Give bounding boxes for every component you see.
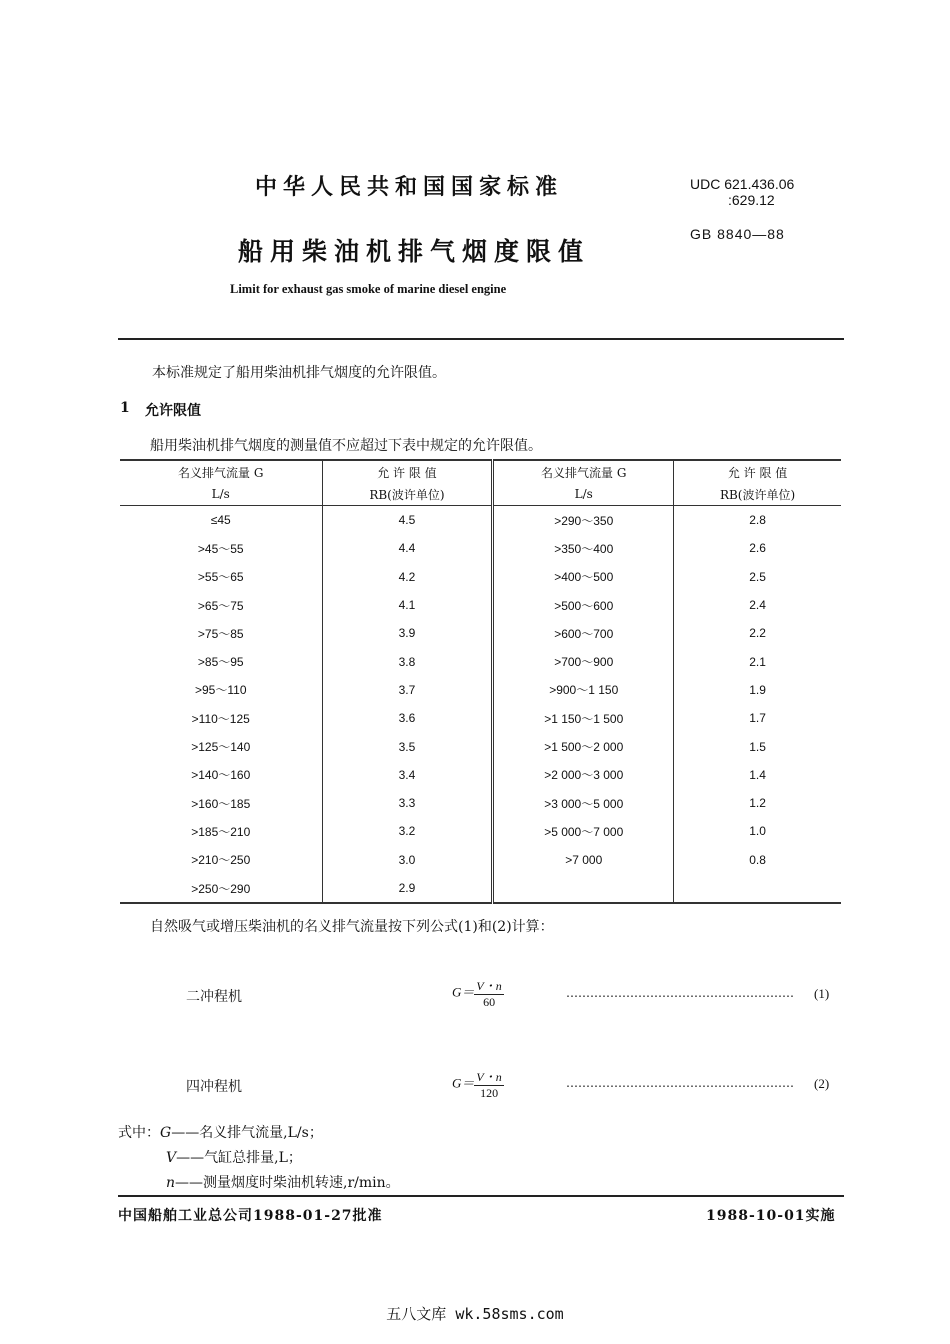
formula-denominator: 60 [483,995,496,1009]
flow-cell: >7 000 [493,846,674,874]
symbol-g-desc: ——名义排气流量,L/s； [171,1125,323,1141]
flow-cell: >250～290 [120,874,322,903]
table-row [120,506,841,535]
symbol-g: G [160,1125,172,1141]
limit-cell: 0.8 [674,846,841,874]
limit-cell: 3.7 [322,676,493,704]
flow-cell: >3 000～5 000 [493,789,674,817]
limit-cell: 2.5 [674,563,841,591]
flow-cell: >400～500 [493,563,674,591]
national-standard-heading: 中华人民共和国国家标准 [255,174,564,200]
formula-1-leader: ………………………………………………… [566,986,794,1000]
limit-cell: 3.6 [322,704,493,732]
limit-cell: 2.4 [674,591,841,619]
flow-cell: >65～75 [197,598,244,613]
limit-cell: 3.8 [322,647,493,675]
table-row [120,591,841,619]
flow-cell: >160～185 [191,796,251,811]
formula-2 [452,1068,504,1101]
flow-cell: >900～1 150 [493,676,674,704]
flow-cell: >210～250 [191,853,251,868]
table-row [120,846,841,874]
header-limit: 允 许 限 值 [674,460,841,483]
flow-cell: ≤45 [210,513,231,528]
limit-cell: 3.3 [322,789,493,817]
table-row [120,817,841,845]
header-flow: 名义排气流量 G [493,460,674,483]
symbol-v: V [166,1150,177,1166]
table-row [120,563,841,591]
flow-cell: >110～125 [191,711,250,726]
flow-cell: >700～900 [493,647,674,675]
table-row [120,789,841,817]
gb-number: GB 8840—88 [690,226,785,242]
table-row [120,761,841,789]
table-row [120,704,841,732]
effective-date: 1988-10-01实施 [706,1208,836,1224]
table-row [120,676,841,704]
symbol-n-desc: ——测量烟度时柴油机转速,r/min。 [175,1175,400,1191]
formula-2-leader: ………………………………………………… [566,1076,794,1090]
table-body [120,506,841,904]
section-text: 船用柴油机排气烟度的测量值不应超过下表中规定的允许限值。 [150,438,542,454]
table-row [120,534,841,562]
flow-cell [493,874,674,903]
where-line-g [118,1122,323,1142]
limit-cell: 2.1 [674,647,841,675]
limit-cell: 3.2 [322,817,493,845]
limit-cell: 1.4 [674,761,841,789]
flow-cell: >125～140 [191,740,251,755]
flow-cell: >75～85 [197,626,244,641]
symbol-v-desc: ——气缸总排量,L； [176,1150,302,1166]
english-title: Limit for exhaust gas smoke of marine diesel engine [230,282,507,296]
symbol-n: n [166,1175,176,1191]
table-row [120,619,841,647]
header-limit-unit: RB(波许单位) [322,483,493,506]
formula-2-number: (2) [814,1076,830,1091]
flow-cell: >1 500～2 000 [493,732,674,760]
document-title: 船用柴油机排气烟度限值 [238,237,591,266]
udc-code: UDC 621.436.06 [690,176,795,192]
flow-cell: >185～210 [191,824,251,839]
table-row [120,647,841,675]
formula-lhs: G＝ [452,984,475,1000]
header-flow: 名义排气流量 G [120,460,322,483]
flow-cell: >290～350 [493,506,674,535]
formula-intro: 自然吸气或增压柴油机的名义排气流量按下列公式(1)和(2)计算： [150,919,554,935]
table-row [120,732,841,760]
header-flow-unit: L/s [120,483,322,506]
flow-cell: >600～700 [493,619,674,647]
limit-cell: 2.9 [322,874,493,903]
flow-cell: >45～55 [197,541,244,556]
limit-cell: 2.2 [674,619,841,647]
flow-cell: >5 000～7 000 [493,817,674,845]
flow-cell: >500～600 [493,591,674,619]
header-limit-unit: RB(波许单位) [674,483,841,506]
section-number: 1 [120,400,130,416]
formula-numerator: V・n [476,1070,502,1084]
limit-cell: 1.2 [674,789,841,817]
where-prefix: 式中： [118,1125,160,1141]
limit-cell: 2.6 [674,534,841,562]
flow-cell: >2 000～3 000 [493,761,674,789]
table-row [120,874,841,903]
limit-cell [674,874,841,903]
section-title: 允许限值 [145,403,201,419]
where-line-v [166,1147,302,1167]
smoke-limit-table [120,459,841,904]
formula-numerator: V・n [476,979,502,993]
watermark: 五八文库 wk.58sms.com [386,1305,564,1323]
limit-cell: 1.5 [674,732,841,760]
formula-1-label: 二冲程机 [186,989,242,1005]
footer-divider [118,1195,844,1197]
flow-cell: >85～95 [197,655,244,670]
limit-cell: 3.9 [322,619,493,647]
limit-cell: 2.8 [674,506,841,535]
limit-cell: 3.4 [322,761,493,789]
formula-2-label: 四冲程机 [186,1079,242,1095]
flow-cell: >95～110 [195,683,247,698]
formula-lhs: G＝ [452,1075,475,1091]
approval-line: 中国船舶工业总公司1988-01-27批准 [118,1208,383,1224]
header-divider [118,338,844,340]
formula-1 [452,977,504,1010]
intro-text: 本标准规定了船用柴油机排气烟度的允许限值。 [152,365,446,381]
where-line-n [166,1172,400,1192]
flow-cell: >350～400 [493,534,674,562]
limit-cell: 1.7 [674,704,841,732]
limit-cell: 4.2 [322,563,493,591]
limit-cell: 1.0 [674,817,841,845]
header-limit: 允 许 限 值 [322,460,493,483]
flow-cell: >1 150～1 500 [493,704,674,732]
udc-code-cont: :629.12 [728,192,775,208]
limit-cell: 1.9 [674,676,841,704]
flow-cell: >140～160 [191,768,251,783]
limit-cell: 3.5 [322,732,493,760]
limit-cell: 4.5 [322,506,493,535]
limit-cell: 4.4 [322,534,493,562]
formula-1-number: (1) [814,986,830,1001]
limit-cell: 4.1 [322,591,493,619]
formula-denominator: 120 [480,1086,499,1100]
limit-cell: 3.0 [322,846,493,874]
flow-cell: >55～65 [197,570,244,585]
header-flow-unit: L/s [493,483,674,506]
